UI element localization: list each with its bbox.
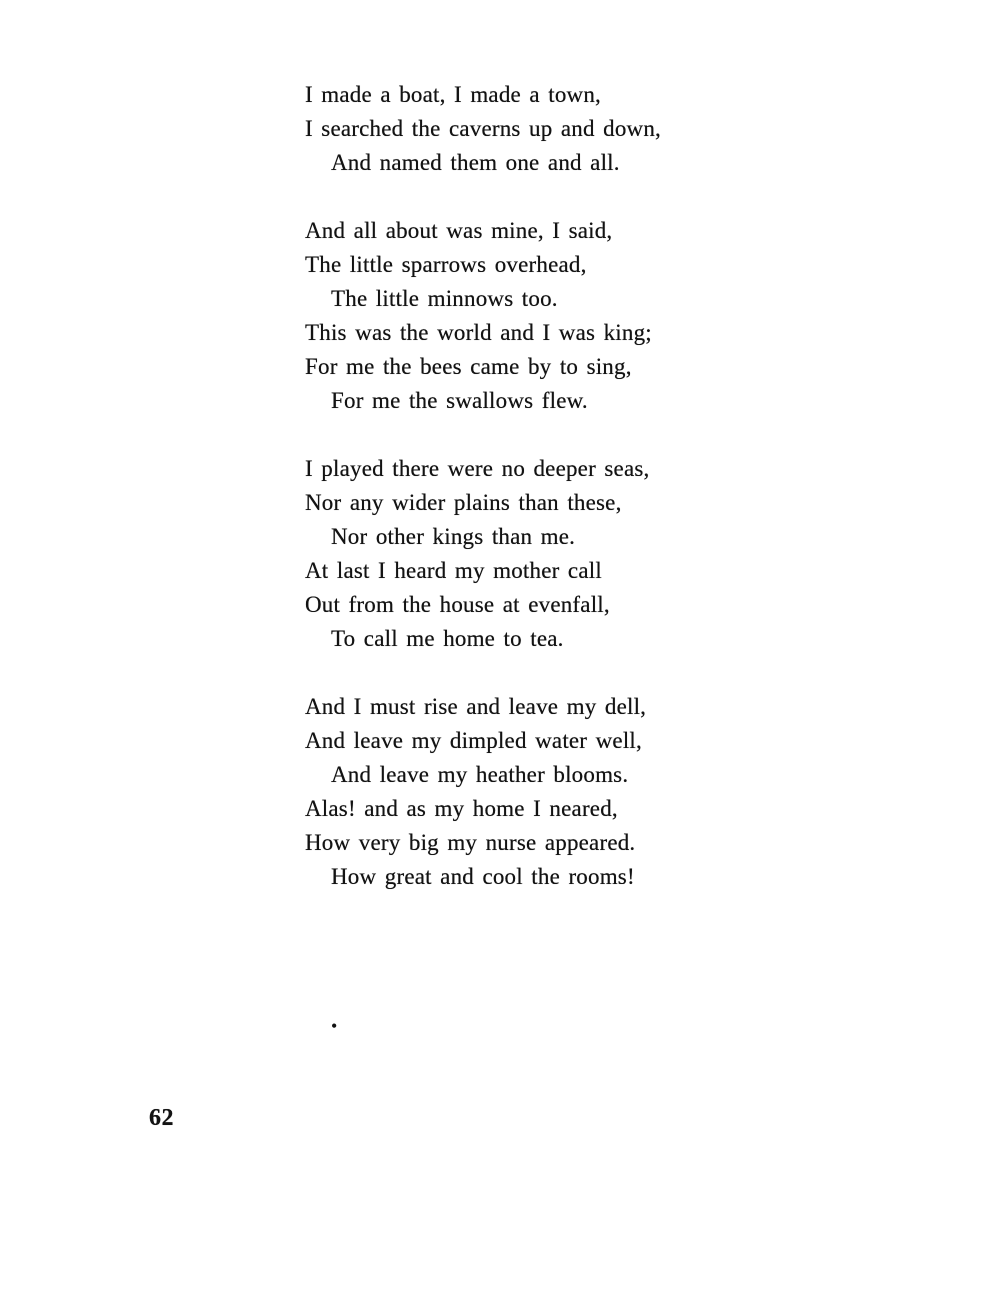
stanza-1: [305, 78, 661, 180]
poem-line: And all about was mine, I said,: [305, 218, 613, 243]
poem-text-block: [305, 78, 661, 894]
poem-line: At last I heard my mother call: [305, 558, 602, 583]
stanza-3: [305, 452, 661, 656]
poem-line: How very big my nurse appeared.: [305, 830, 636, 855]
poem-line: I played there were no deeper seas,: [305, 456, 650, 481]
poem-line: And I must rise and leave my dell,: [305, 694, 647, 719]
printers-ornament-dot: •: [331, 1016, 338, 1036]
poem-line: The little sparrows overhead,: [305, 252, 587, 277]
stanza-4: [305, 690, 661, 894]
poem-line: Out from the house at evenfall,: [305, 592, 610, 617]
poem-line: Nor any wider plains than these,: [305, 490, 622, 515]
poem-line: And named them one and all.: [331, 150, 620, 175]
poem-line: The little minnows too.: [331, 286, 558, 311]
poem-line: How great and cool the rooms!: [331, 864, 635, 889]
poem-line: And leave my heather blooms.: [331, 762, 629, 787]
poem-line: Nor other kings than me.: [331, 524, 576, 549]
stanza-2: [305, 214, 661, 418]
poem-line: For me the bees came by to sing,: [305, 354, 632, 379]
poem-line: For me the swallows flew.: [331, 388, 588, 413]
poem-line: To call me home to tea.: [331, 626, 564, 651]
poem-line: I made a boat, I made a town,: [305, 82, 601, 107]
poem-line: I searched the caverns up and down,: [305, 116, 662, 141]
poem-line: Alas! and as my home I neared,: [305, 796, 618, 821]
poem-line: And leave my dimpled water well,: [305, 728, 642, 753]
poem-line: This was the world and I was king;: [305, 320, 652, 345]
page-number: 62: [149, 1105, 174, 1131]
